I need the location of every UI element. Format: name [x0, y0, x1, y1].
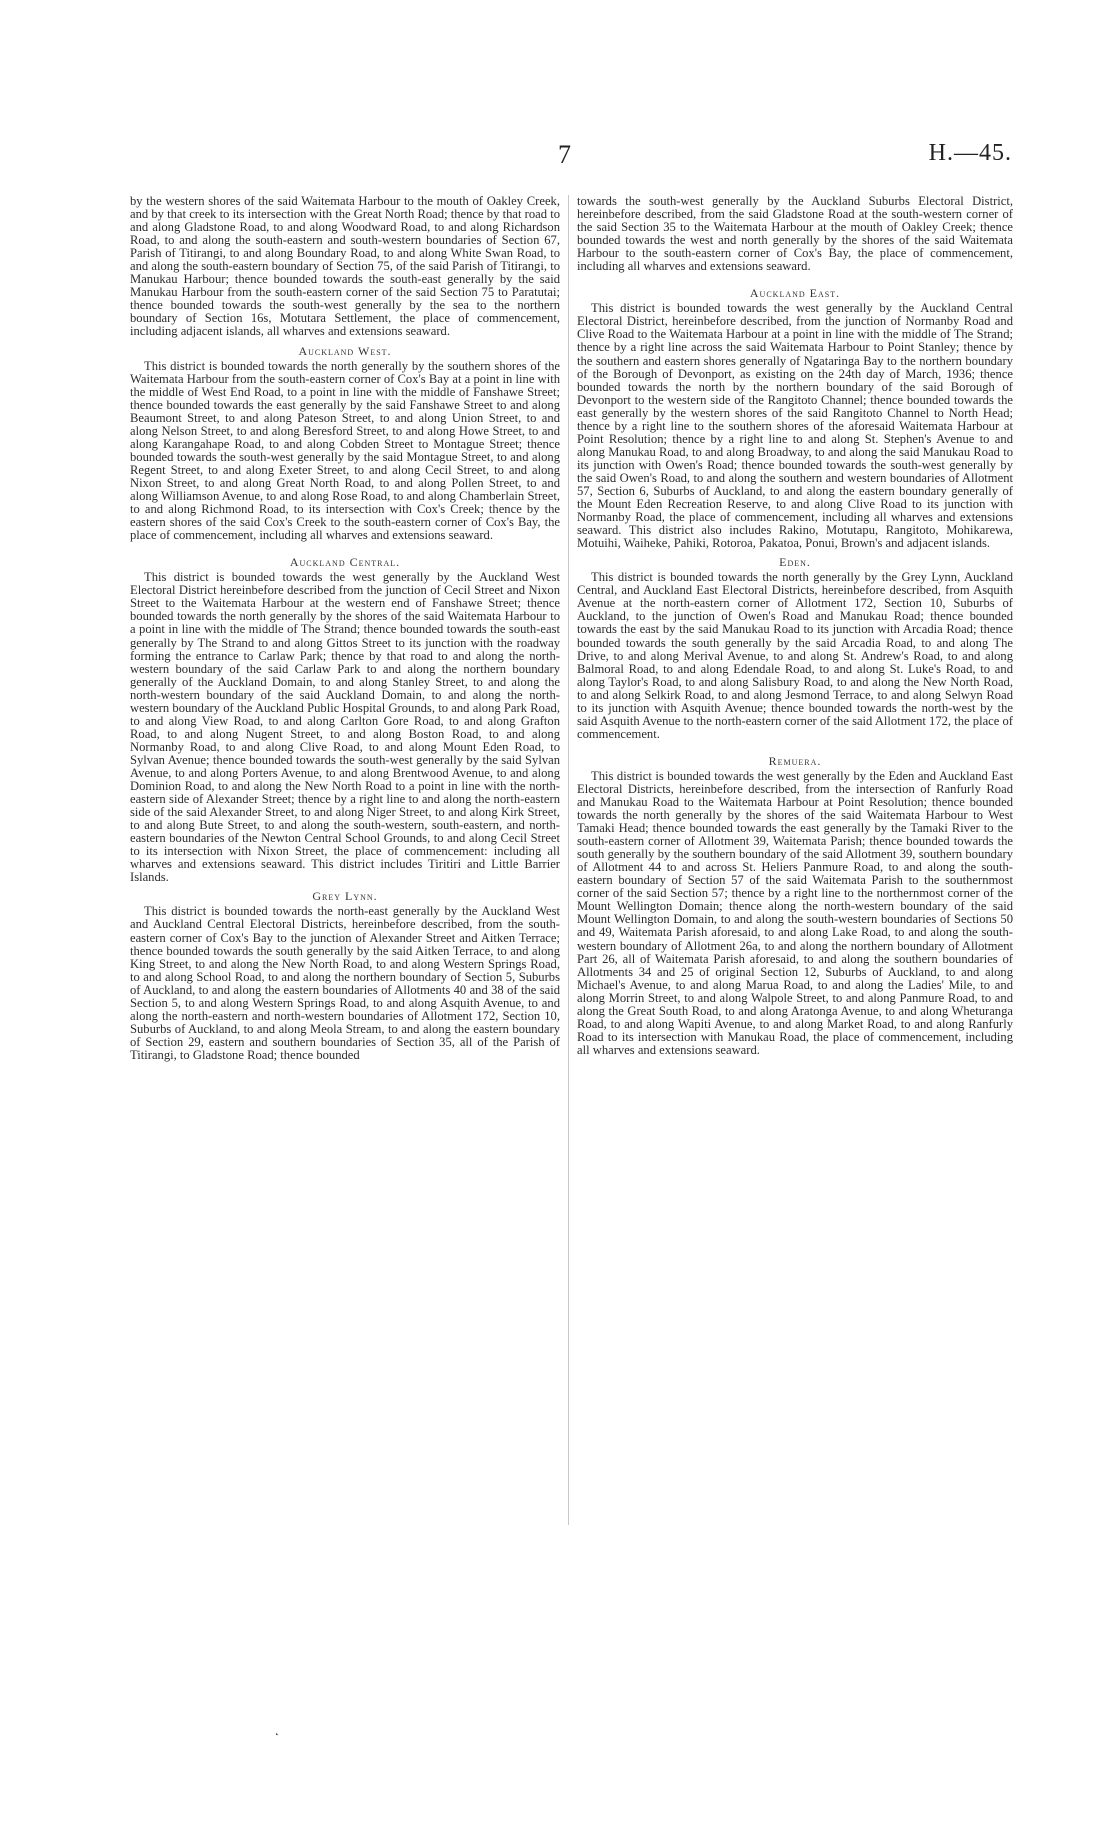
heading-auckland-central: Auckland Central.	[289, 555, 401, 570]
stray-print-mark: ˛	[274, 1722, 280, 1736]
page-number: 7	[558, 140, 571, 169]
column-divider	[568, 195, 569, 1525]
paragraph-auckland-east: This district is bounded towards the west generally by the Auckland Central Electoral District, hereinbefore described, from the junction of Normanby Road and Clive Road to the Waitemata Harbour at a point in line with the middle of The Strand; thence by a right line across the said Waitemata Harbour to Point Stanley; thence by the southern and eastern shores generally of Ngataringa Bay to the northern boundary of the Borough of Devonport, as existing on the 24th day of March, 1936; thence bounded towards the north by the northern boundary of the said Borough of Devonport to the western side of the Rangitoto Channel; thence bounded towards the east generally by the western shores of the said Rangitoto Channel to North Head; thence by a right line to the southern shores of the aforesaid Waitemata Harbour at Point Resolution; thence by a right line to and along St. Stephen's Avenue to and along Manukau Road, to and along Broadway, to and along the said Manukau Road to its junction with Owen's Road; thence bounded towards the south-west generally by the said Owen's Road, to and along the southern and western boundaries of Allotment 57, Section 6, Suburbs of Auckland, to and along the eastern boundary generally of the Mount Eden Recreation Reserve, to and along Clive Road to its junction with Normanby Road, the place of commencement, including all wharves and extensions seaward. This district also includes Rakino, Motutapu, Rangitoto, Mohikarewa, Motuihi, Waiheke, Pahiki, Rotoroa, Pakatoa, Ponui, Brown's and adjacent islands.	[577, 301, 1013, 551]
paragraph-grey-lynn: This district is bounded towards the north-east generally by the Auckland West and Auckland Central Electoral Districts, hereinbefore described, from the south-eastern corner of Cox's Bay to the junction of Alexander Street and Aitken Terrace; thence bounded towards the south generally by the said Aitken Terrace, to and along King Street, to and along the New North Road, to and along Western Springs Road, to and along School Road, to and along the northern boundary of Section 5, Suburbs of Auckland, to and along the eastern boundaries of Allotments 40 and 38 of the said Section 5, to and along Western Springs Road, to and along Asquith Avenue, to and along the north-eastern and north-western boundaries of Allotment 172, Section 10, Suburbs of Auckland, to and along Meola Stream, to and along the eastern boundary of Section 29, eastern and southern boundaries of Section 35, all of the Parish of Titirangi, to Gladstone Road; thence bounded	[130, 904, 560, 1062]
heading-auckland-east: Auckland East.	[749, 286, 841, 301]
heading-auckland-west: Auckland West.	[298, 343, 392, 358]
paragraph-continued-boundary: by the western shores of the said Waitemata Harbour to the mouth of Oakley Creek, and by that creek to its intersection with the Great North Road; thence by that road to and along Gladstone Road, to and along Woodward Road, to and along Richardson Road, to and along the south-eastern and south-western boundaries of Section 67, Parish of Titirangi, to and along Boundary Road, to and along White Swan Road, to and along the south-eastern boundary of Section 75, of the said Parish of Titirangi, to Manukau Harbour; thence bounded towards the south-east generally by the said Manukau Harbour from the south-eastern corner of the said Section 75 to Paratutai; thence bounded towards the south-west generally by the sea to the northern boundary of Section 16s, Motutara Settlement, the place of commencement, including adjacent islands, all wharves and extensions seaward.	[130, 194, 560, 339]
page-header	[0, 140, 1114, 170]
paragraph-eden: This district is bounded towards the north generally by the Grey Lynn, Auckland Central, and Auckland East Electoral Districts, hereinbefore described, from Asquith Avenue at the north-eastern corner of Allotment 172, Section 10, Suburbs of Auckland, to the junction of Owen's Road and Manukau Road; thence bounded towards the east by the said Manukau Road to its junction with Arcadia Road; thence bounded towards the south generally by the said Arcadia Road, to and along The Drive, to and along Merival Avenue, to and along St. Andrew's Road, to and along Balmoral Road, to and along Edendale Road, to and along St. Luke's Road, to and along Taylor's Road, to and along Salisbury Road, to and along the New North Road, to and along Selkirk Road, to and along Jesmond Terrace, to and along Selwyn Road to its junction with Asquith Avenue; thence bounded towards the north-west by the said Asquith Avenue to the north-eastern corner of the said Allotment 172, the place of commencement.	[577, 570, 1013, 741]
paragraph-auckland-west: This district is bounded towards the north generally by the southern shores of the Waitemata Harbour from the south-eastern corner of Cox's Bay at a point in line with the middle of West End Road, to a point in line with the middle of Fanshawe Street; thence bounded towards the east generally by the said Fanshawe Street to and along Beaumont Street, to and along Pateson Street, to and along Union Street, to and along Nelson Street, to and along Beresford Street, to and along Howe Street, to and along Karangahape Road, to and along Cobden Street to Montague Street; thence bounded towards the south-west generally by the said Montague Street, to and along Regent Street, to and along Exeter Street, to and along Cecil Street, to and along Nixon Street, to and along Great North Road, to and along Pollen Street, to and along Williamson Avenue, to and along Rose Road, to and along Chamberlain Street, to and along Richmond Road, to its intersection with Cox's Creek; thence by the eastern shores of the said Cox's Creek to the south-eastern corner of Cox's Bay, the place of commencement, including all wharves and extensions seaward.	[130, 358, 560, 543]
heading-eden: Eden.	[779, 555, 811, 570]
paragraph-auckland-central: This district is bounded towards the west generally by the Auckland West Electoral District hereinbefore described from the junction of Cecil Street and Nixon Street to the Waitemata Harbour at the western end of Fanshawe Street; thence bounded towards the north generally by the shores of the said Waitemata Harbour to a point in line with the middle of The Strand; thence bounded towards the south-east generally by The Strand to and along Gittos Street to its junction with the roadway forming the entrance to Carlaw Park; thence by that road to and along the north-western boundary of the said Carlaw Park to and along the northern boundary generally of the Auckland Domain, to and along Stanley Street, to and along the north-western boundary of the said Auckland Domain, to and along the north-western boundary of the Auckland Public Hospital Grounds, to and along Park Road, to and along View Road, to and along Carlton Gore Road, to and along Grafton Road, to and along Nugent Street, to and along Boston Road, to and along Normanby Road, to and along Clive Road, to and along Mount Eden Road, to Sylvan Avenue; thence bounded towards the south-west generally by the said Sylvan Avenue, to and along Porters Avenue, to and along Brentwood Avenue, to and along Dominion Road, to and along the New North Road to a point in line with the north-eastern side of Alexander Street; thence by a right line to and along the north-eastern side of the said Alexander Street, to and along Niger Street, to and along Kirk Street, to and along Bute Street, to and along the south-western, south-eastern, and north-eastern boundaries of the Newton Central School Grounds, to and along Cecil Street to its intersection with Nixon Street, the place of commencement: including all wharves and extensions seaward. This district includes Tiritiri and Little Barrier Islands.	[130, 570, 560, 885]
heading-grey-lynn: Grey Lynn.	[312, 889, 378, 904]
paragraph-grey-lynn-continued: towards the south-west generally by the Auckland Suburbs Electoral District, hereinbefore described, from the said Gladstone Road at the south-western corner of the said Section 35 to the Waitemata Harbour at the mouth of Oakley Creek; thence bounded towards the west and north generally by the shores of the said Waitemata Harbour to the south-eastern corner of Cox's Bay, the place of commencement, including all wharves and extensions seaward.	[577, 194, 1013, 274]
document-reference: H.—45.	[928, 140, 1012, 166]
paragraph-remuera: This district is bounded towards the west generally by the Eden and Auckland East Electoral Districts, hereinbefore described, from the intersection of Ranfurly Road and Manukau Road to the Waitemata Harbour at Point Resolution; thence bounded towards the north generally by the shores of the said Waitemata Harbour to West Tamaki Head; thence bounded towards the east generally by the Tamaki River to the south-eastern corner of Allotment 39, Waitemata Parish; thence bounded towards the south generally by the southern boundary of the said Allotment 39, southern boundary of Allotment 44 to and across St. Heliers Panmure Road, to and along the south-eastern boundary of Section 57 of the said Waitemata Parish to the southernmost corner of the said Section 57; thence by a right line to the northernmost corner of the Mount Wellington Domain; thence along the north-western boundary of the said Mount Wellington Domain, to and along the south-western boundaries of Sections 50 and 49, Waitemata Parish aforesaid, to and along Lake Road, to and along the south-western boundary of Allotment 26a, to and along the northern boundary of Allotment Part 26, all of Waitemata Parish aforesaid, to and along the southern boundaries of Allotments 34 and 25 of original Section 12, Suburbs of Auckland, to and along Michael's Avenue, to and along Marua Road, to and along the Ladies' Mile, to and along Morrin Street, to and along Walpole Street, to and along Panmure Road, to and along the Great South Road, to and along Aratonga Avenue, to and along Wheturanga Road, to and along Wapiti Avenue, to and along Market Road, to and along Ranfurly Road to its intersection with Manukau Road, the place of commencement, including all wharves and extensions seaward.	[577, 768, 1013, 1057]
heading-remuera: Remuera.	[768, 753, 822, 768]
right-column	[577, 195, 1013, 1057]
left-column	[130, 195, 560, 1062]
